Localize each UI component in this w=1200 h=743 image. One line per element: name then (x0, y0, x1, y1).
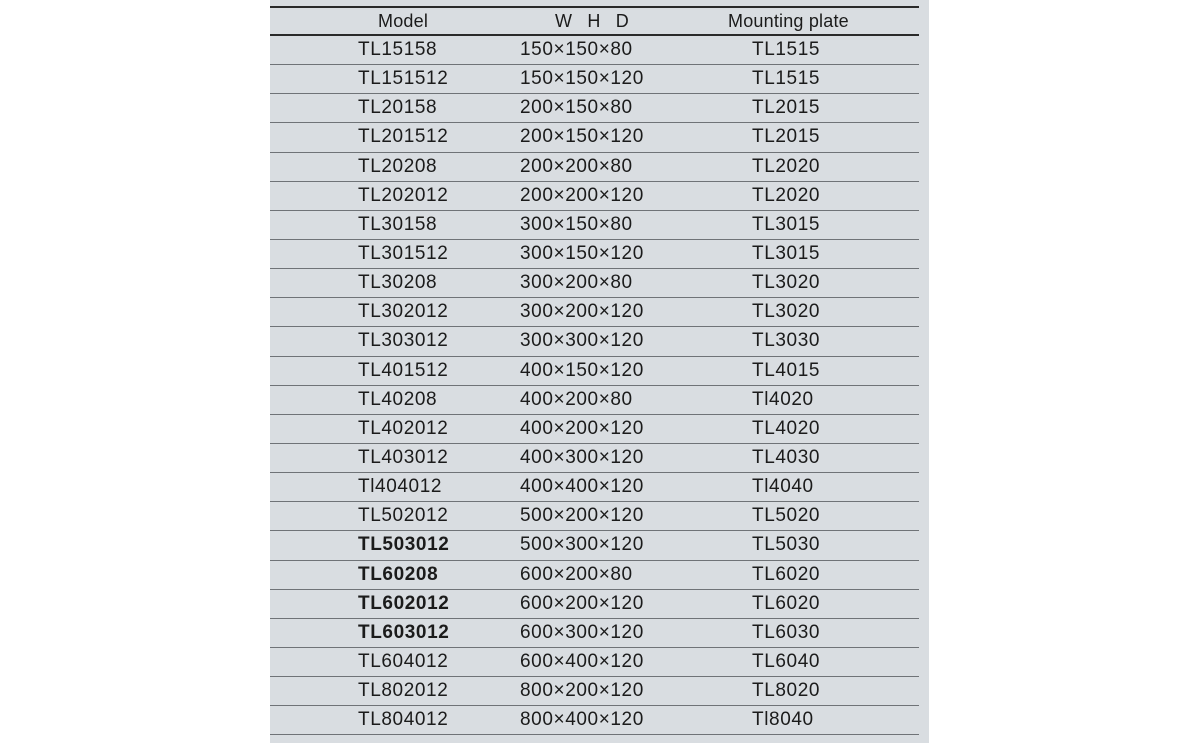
header-dims: W H D (555, 10, 629, 31)
cell-dims: 300×150×80 (520, 213, 633, 235)
cell-model: TL20158 (358, 97, 438, 119)
cell-model: TL502012 (358, 505, 449, 527)
cell-dims: 150×150×120 (520, 68, 644, 90)
table-row (270, 677, 919, 706)
cell-dims: 600×200×80 (520, 563, 633, 585)
cell-model: TL402012 (358, 417, 449, 439)
table-row (270, 357, 919, 386)
cell-model: TL604012 (358, 651, 449, 673)
cell-dims: 200×200×120 (520, 184, 644, 206)
cell-dims: 150×150×80 (520, 39, 633, 61)
table-row (270, 590, 919, 619)
table-row (270, 240, 919, 269)
table-row (270, 502, 919, 531)
cell-dims: 500×300×120 (520, 534, 644, 556)
cell-model: TL30208 (358, 272, 438, 294)
cell-dims: 600×200×120 (520, 592, 644, 614)
cell-plate: TL1515 (752, 68, 821, 90)
cell-dims: 400×300×120 (520, 447, 644, 469)
cell-plate: TL2015 (752, 97, 821, 119)
cell-model: TL503012 (358, 534, 450, 556)
cell-dims: 400×200×120 (520, 417, 644, 439)
cell-plate: TL4015 (752, 359, 821, 381)
table-row (270, 648, 919, 677)
table-row (270, 619, 919, 648)
cell-plate: TL3030 (752, 330, 821, 352)
cell-plate: TL4030 (752, 447, 821, 469)
cell-model: TL301512 (358, 243, 449, 265)
cell-plate: TL6020 (752, 592, 821, 614)
table-header (270, 8, 919, 36)
cell-model: TL603012 (358, 621, 450, 643)
cell-model: TL303012 (358, 330, 449, 352)
table-row (270, 65, 919, 94)
cell-dims: 300×200×120 (520, 301, 644, 323)
table-row (270, 36, 919, 65)
cell-plate: TL3015 (752, 243, 821, 265)
table-row (270, 123, 919, 152)
cell-plate: Tl8040 (752, 709, 814, 731)
cell-model: TL201512 (358, 126, 449, 148)
cell-model: TL30158 (358, 213, 438, 235)
cell-plate: TL2015 (752, 126, 821, 148)
table-row (270, 473, 919, 502)
spec-panel (270, 0, 929, 743)
cell-plate: TL6020 (752, 563, 821, 585)
cell-plate: Tl4020 (752, 388, 814, 410)
table-row (270, 444, 919, 473)
cell-dims: 300×200×80 (520, 272, 633, 294)
cell-model: TL15158 (358, 39, 438, 61)
table-row (270, 531, 919, 560)
cell-model: TL151512 (358, 68, 449, 90)
cell-model: TL20208 (358, 155, 438, 177)
spec-table (270, 6, 919, 735)
cell-plate: TL2020 (752, 184, 821, 206)
table-row (270, 327, 919, 356)
header-mounting-plate: Mounting plate (728, 10, 849, 31)
cell-plate: TL6040 (752, 651, 821, 673)
cell-dims: 500×200×120 (520, 505, 644, 527)
cell-model: TL302012 (358, 301, 449, 323)
cell-dims: 200×150×120 (520, 126, 644, 148)
cell-plate: TL4020 (752, 417, 821, 439)
cell-dims: 400×150×120 (520, 359, 644, 381)
cell-plate: TL6030 (752, 621, 821, 643)
cell-dims: 200×150×80 (520, 97, 633, 119)
cell-plate: TL2020 (752, 155, 821, 177)
table-row (270, 153, 919, 182)
cell-dims: 800×400×120 (520, 709, 644, 731)
cell-model: TL40208 (358, 388, 438, 410)
table-row (270, 269, 919, 298)
header-model: Model (378, 10, 429, 31)
cell-dims: 400×400×120 (520, 476, 644, 498)
cell-plate: TL3015 (752, 213, 821, 235)
cell-model: TL202012 (358, 184, 449, 206)
table-row (270, 561, 919, 590)
cell-model: TL804012 (358, 709, 449, 731)
table-row (270, 182, 919, 211)
cell-plate: TL3020 (752, 301, 821, 323)
table-row (270, 415, 919, 444)
cell-model: TL401512 (358, 359, 449, 381)
table-row (270, 706, 919, 735)
cell-plate: TL5020 (752, 505, 821, 527)
cell-dims: 300×300×120 (520, 330, 644, 352)
cell-model: Tl404012 (358, 476, 443, 498)
cell-dims: 800×200×120 (520, 680, 644, 702)
cell-plate: Tl4040 (752, 476, 814, 498)
table-row (270, 298, 919, 327)
table-row (270, 211, 919, 240)
cell-plate: TL3020 (752, 272, 821, 294)
cell-model: TL802012 (358, 680, 449, 702)
cell-dims: 400×200×80 (520, 388, 633, 410)
table-row (270, 386, 919, 415)
cell-dims: 600×300×120 (520, 621, 644, 643)
cell-model: TL60208 (358, 563, 439, 585)
cell-plate: TL1515 (752, 39, 821, 61)
cell-model: TL403012 (358, 447, 449, 469)
cell-dims: 300×150×120 (520, 243, 644, 265)
cell-dims: 200×200×80 (520, 155, 633, 177)
cell-plate: TL8020 (752, 680, 821, 702)
cell-dims: 600×400×120 (520, 651, 644, 673)
cell-model: TL602012 (358, 592, 450, 614)
table-row (270, 94, 919, 123)
cell-plate: TL5030 (752, 534, 821, 556)
